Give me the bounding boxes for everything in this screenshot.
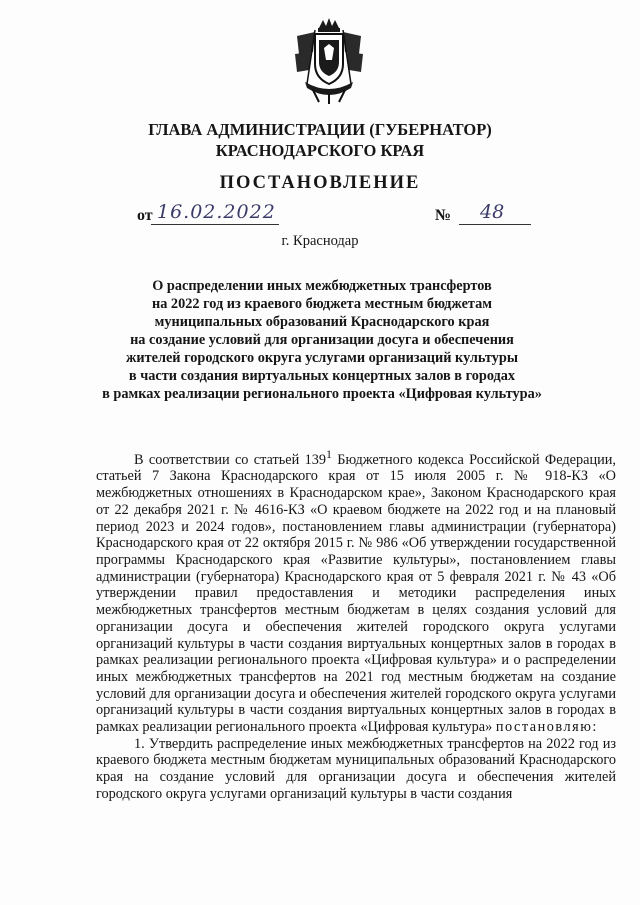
title-line: муниципальных образований Краснодарского края — [154, 314, 490, 330]
date-underline — [151, 223, 279, 225]
authority-region: КРАСНОДАРСКОГО КРАЯ — [215, 141, 425, 160]
title-line: на создание условий для организации досуга и обеспечения — [130, 332, 514, 348]
number-underline — [459, 223, 531, 225]
title-line: О распределении иных межбюджетных трансфертов — [152, 278, 492, 294]
date-label: от — [137, 207, 153, 224]
title-line: на 2022 год из краевого бюджета местным бюджетам — [151, 296, 493, 312]
preamble-text: В соответствии со статьей 139 — [134, 451, 327, 468]
number-value: 48 — [480, 201, 505, 223]
item-1-paragraph: 1. Утвердить распределение иных межбюджетных трансфертов на 2022 год из краевого бюджета местным бюджетам муниципальных образований Краснодарского края на создание условий для организации досуга и обеспечения жителей городского округа услугами организаций культуры в части создания — [96, 735, 616, 802]
title-line: в рамках реализации регионального проекта «Цифровая культура» — [102, 386, 542, 402]
document-title — [82, 277, 562, 403]
article-superscript: 1 — [326, 447, 332, 461]
document-type: ПОСТАНОВЛЕНИЕ — [219, 173, 421, 193]
title-line: жителей городского округа услугами организаций культуры — [125, 350, 519, 366]
title-line: в части создания виртуальных концертных залов в городах — [128, 368, 516, 384]
krasnodar-coat-of-arms-icon — [293, 18, 365, 104]
resolve-word: постановляю: — [495, 719, 598, 736]
preamble-text-continued: Бюджетного кодекса Российской Федерации, статьей 7 Закона Краснодарского края от 15 июля 2005 г. № 918-КЗ «О межбюджетных отношениях в Краснодарском крае», Законом Краснодарского края от 22 декабря 2021 г. № 4616-КЗ «О краевом бюджете на 2022 год и на плановый период 2023 и 2024 годов», постановлением главы администрации (губернатора) Краснодарского края от 22 октября 2015 г. № 986 «Об утверждении государственной программы Краснодарского края «Развитие культуры», постановлением главы администрации (губернатора) Краснодарского края от 5 февраля 2021 г. № 43 «Об утверждении правил предоставления и методики распределения иных межбюджетных трансфертов местным бюджетам в целях создания условий для организации досуга и обеспечения жителей городского округа услугами организаций культуры в части создания виртуальных концертных залов в городах в рамках реализации регионального проекта «Цифровая культура» и о распределении иных межбюджетных трансфертов на 2021 год местным бюджетам на создание условий для организации досуга и обеспечения жителей городского округа услугами организаций культуры в части создания виртуальных концертных залов в городах в рамках реализации регионального проекта «Цифровая культура» — [96, 451, 616, 736]
document-body — [96, 446, 616, 803]
number-label: № — [435, 207, 452, 224]
city: г. Краснодар — [281, 233, 359, 249]
authority-title: ГЛАВА АДМИНИСТРАЦИИ (ГУБЕРНАТОР) — [148, 120, 492, 139]
date-value: 16.02.2022 — [157, 201, 276, 223]
preamble-paragraph — [96, 446, 616, 736]
date-number-row — [137, 203, 537, 229]
